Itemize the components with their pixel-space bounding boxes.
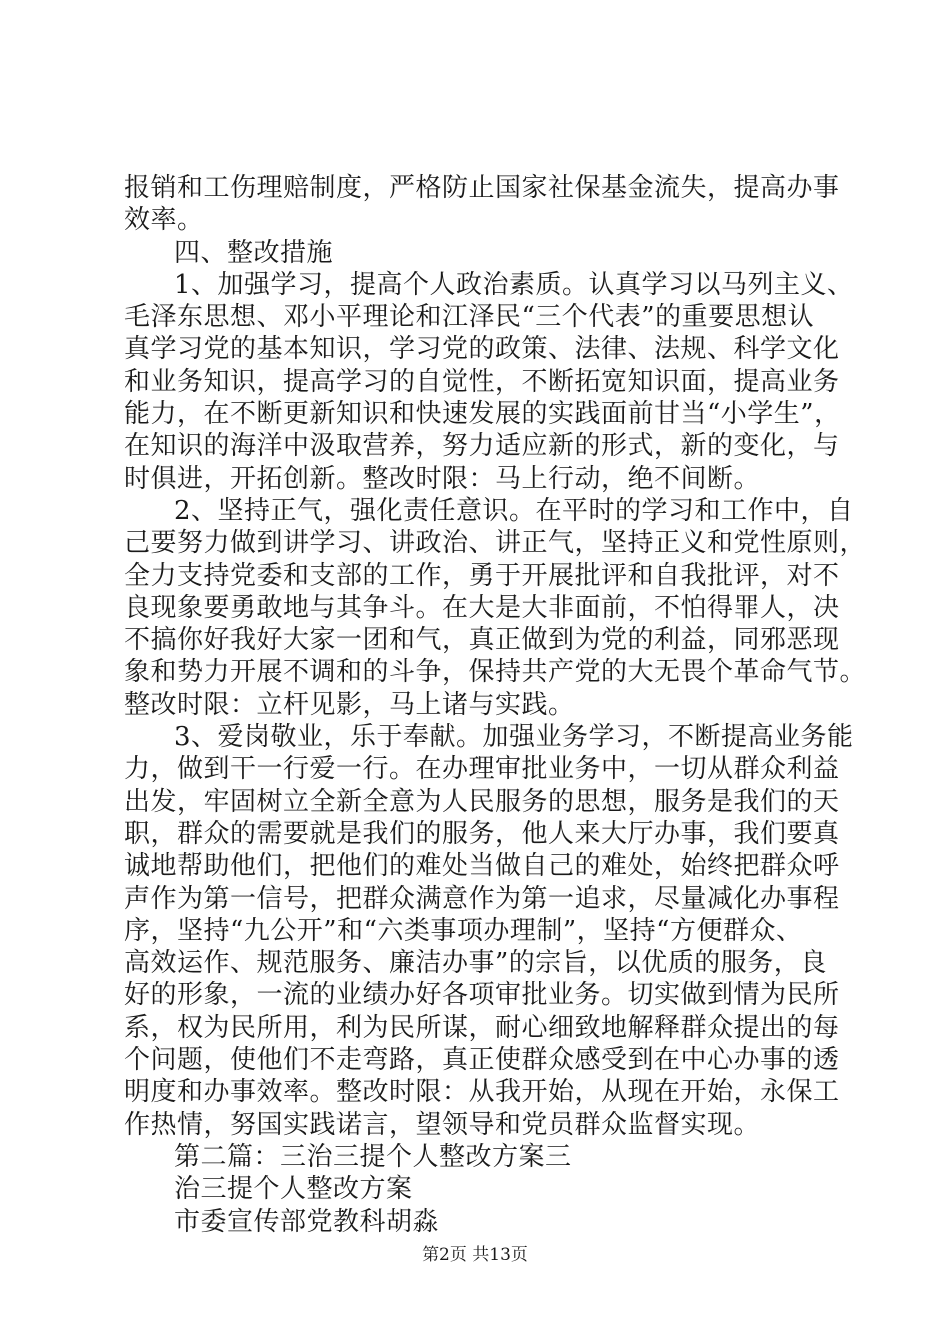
text-line: 力，做到干一行爱一行。在办理审批业务中，一切从群众利益: [124, 754, 840, 785]
text-line: 报销和工伤理赔制度，严格防止国家社保基金流失，提高办事: [124, 173, 840, 203]
text-line: 能力，在不断更新知识和快速发展的实践面前甘当“小学生”，: [124, 399, 841, 430]
text-line: 在知识的海洋中汲取营养，努力适应新的形式，新的变化，与: [124, 431, 840, 462]
page-footer: 第2页 共13页: [422, 1245, 528, 1265]
text-line: 全力支持党委和支部的工作，勇于开展批评和自我批评，对不: [124, 560, 840, 591]
text-line: 出发，牢固树立全新全意为人民服务的思想，服务是我们的天: [124, 786, 840, 817]
text-line: 效率。: [124, 205, 204, 236]
text-line: 明度和办事效率。整改时限：从我开始，从现在开始，永保工: [124, 1077, 840, 1108]
document-title: 治三提个人整改方案: [174, 1174, 413, 1205]
text-line: 1、加强学习，提高个人政治素质。认真学习以马列主义、: [174, 269, 854, 300]
section-heading: 四、整改措施: [174, 237, 334, 268]
author-line: 市委宣传部党教科胡淼: [174, 1206, 440, 1237]
text-line: 职，群众的需要就是我们的服务，他人来大厅办事，我们要真: [124, 818, 840, 849]
text-line: 序，坚持“九公开”和“六类事项办理制”，坚持“方便群众、: [124, 915, 803, 946]
text-line: 和业务知识，提高学习的自觉性，不断拓宽知识面，提高业务: [124, 366, 840, 397]
text-line: 诚地帮助他们，把他们的难处当做自己的难处，始终把群众呼: [124, 851, 840, 882]
text-line: 声作为第一信号，把群众满意作为第一追求，尽量减化办事程: [124, 883, 840, 914]
text-line: 不搞你好我好大家一团和气，真正做到为党的利益，同邪恶现: [124, 625, 840, 656]
text-line: 己要努力做到讲学习、讲政治、讲正气，坚持正义和党性原则，: [124, 528, 867, 559]
document-body: [124, 172, 867, 1238]
text-line: 个问题，使他们不走弯路，真正使群众感受到在中心办事的透: [124, 1045, 840, 1076]
text-line: 象和势力开展不调和的斗争，保持共产党的大无畏个革命气节。: [124, 657, 867, 688]
text-line: 2、坚持正气，强化责任意识。在平时的学习和工作中，自: [174, 495, 854, 526]
chapter-title: 第二篇：三治三提个人整改方案三: [174, 1141, 572, 1172]
text-line: 高效运作、规范服务、廉洁办事”的宗旨，以优质的服务，良: [124, 948, 827, 979]
text-line: 时俱进，开拓创新。整改时限：马上行动，绝不间断。: [124, 463, 761, 494]
text-line: 3、爱岗敬业，乐于奉献。加强业务学习，不断提高业务能: [174, 722, 854, 753]
text-line: 系，权为民所用，利为民所谋，耐心细致地解释群众提出的每: [124, 1012, 840, 1043]
text-line: 作热情，努国实践诺言，望领导和党员群众监督实现。: [124, 1109, 761, 1140]
text-line: 毛泽东思想、邓小平理论和江泽民“三个代表”的重要思想认: [124, 302, 815, 333]
text-line: 真学习党的基本知识，学习党的政策、法律、法规、科学文化: [124, 334, 840, 365]
text-line: 良现象要勇敢地与其争斗。在大是大非面前，不怕得罪人，决: [124, 592, 840, 623]
text-line: 整改时限：立杆见影，马上诸与实践。: [124, 689, 575, 720]
text-line: 好的形象，一流的业绩办好各项审批业务。切实做到情为民所: [124, 980, 840, 1011]
